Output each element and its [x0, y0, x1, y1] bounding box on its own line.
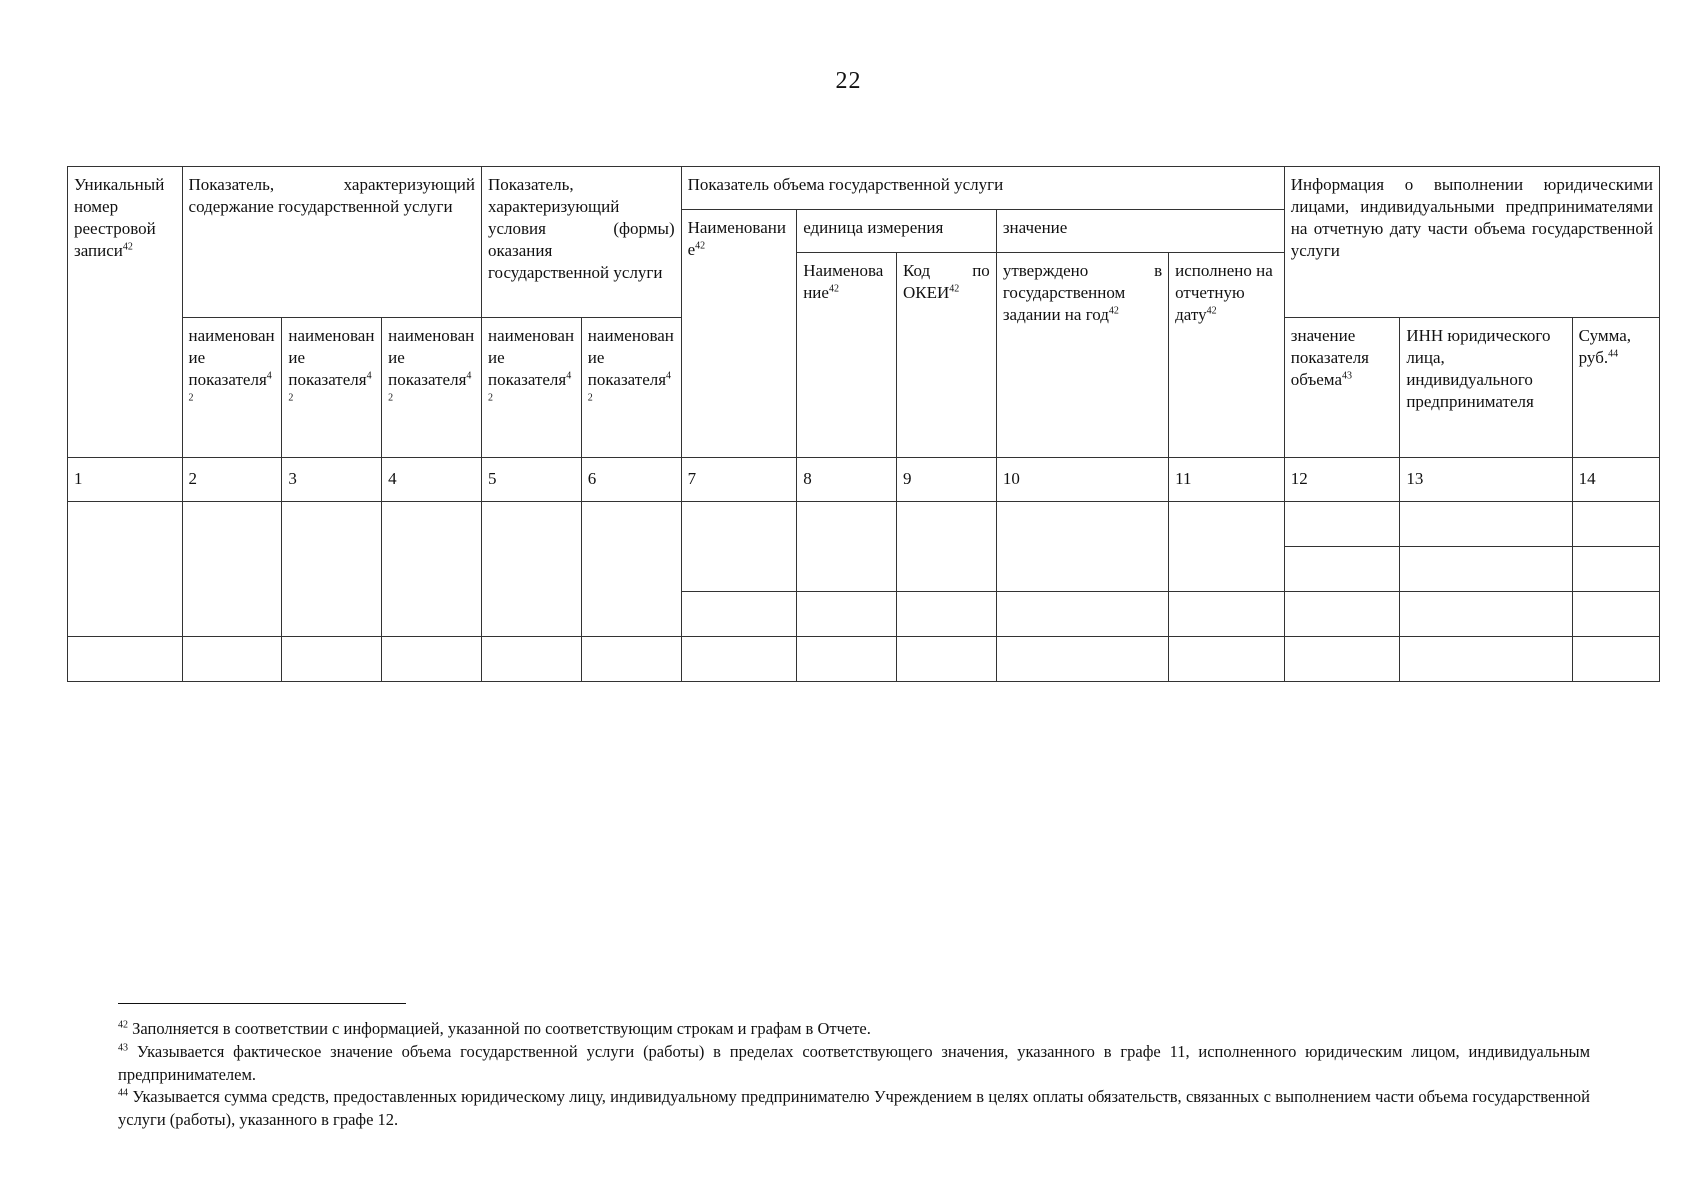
header-indicator-name-6 — [581, 318, 681, 458]
table-cell[interactable] — [1572, 502, 1659, 547]
footnote-ref: 42 — [122, 241, 133, 253]
table-cell[interactable] — [1572, 592, 1659, 637]
column-number: 7 — [681, 458, 797, 502]
header-indicator-name-5 — [481, 318, 581, 458]
table-cell[interactable] — [1284, 592, 1400, 637]
footnote-ref: 42 — [487, 370, 572, 404]
header-indicator-name-2 — [182, 318, 282, 458]
header-sum-text: Сумма, руб. — [1578, 326, 1632, 368]
table-cell[interactable] — [996, 502, 1168, 592]
footnote-text: Заполняется в соответствии с информацией, указанной по соответствующим строкам и графам в Отчете. — [132, 1019, 871, 1038]
header-indicator-name-text: наименование показателя — [587, 326, 674, 390]
header-executed — [1169, 253, 1285, 458]
header-indicator-name-text: наименование показателя — [288, 326, 375, 390]
footnote-text: Указывается сумма средств, предоставленных юридическому лицу, индивидуальному предпринимателю Учреждением в целях оплаты обязательств, связанных с выполнением части объема государственной услуги (работы), указанного в графе 12. — [118, 1087, 1591, 1130]
header-volume-name — [681, 210, 797, 458]
table-cell[interactable] — [1400, 502, 1572, 547]
header-volume-value — [1284, 318, 1400, 458]
column-number: 11 — [1169, 458, 1285, 502]
table-cell[interactable] — [1400, 547, 1572, 592]
table-cell[interactable] — [481, 502, 581, 637]
footnote-ref: 44 — [1608, 348, 1619, 360]
table-cell[interactable] — [1169, 637, 1285, 682]
column-number: 6 — [581, 458, 681, 502]
header-unit-name-text: Наименование — [803, 261, 884, 303]
column-number: 2 — [182, 458, 282, 502]
header-indicator-name-4 — [382, 318, 482, 458]
footnote-44 — [118, 1086, 1590, 1132]
table-cell[interactable] — [1400, 592, 1572, 637]
header-value: значение — [996, 210, 1284, 253]
footnote-ref: 42 — [1206, 305, 1217, 317]
table-cell[interactable] — [1169, 502, 1285, 592]
footnote-ref: 42 — [828, 283, 839, 295]
footnote-ref: 42 — [388, 370, 472, 404]
header-indicator-name-text: наименование показателя — [388, 326, 475, 390]
header-okei-code-text: Код по ОКЕИ — [903, 261, 990, 303]
column-number: 1 — [68, 458, 183, 502]
column-number: 10 — [996, 458, 1168, 502]
footnote-ref: 42 — [1108, 305, 1119, 317]
header-unit-name — [797, 253, 897, 458]
header-volume-indicator: Показатель объема государственной услуги — [681, 167, 1284, 210]
footnote-number: 43 — [118, 1042, 128, 1054]
footnote-ref: 42 — [695, 240, 706, 252]
column-number: 14 — [1572, 458, 1659, 502]
column-number: 12 — [1284, 458, 1400, 502]
table-cell[interactable] — [1572, 637, 1659, 682]
table-cell[interactable] — [681, 502, 797, 592]
header-unit: единица измерения — [797, 210, 997, 253]
footnote-ref: 42 — [188, 370, 272, 404]
table-cell[interactable] — [797, 502, 897, 592]
table-cell[interactable] — [68, 637, 183, 682]
header-info-execution: Информация о выполнении юридическими лицами, индивидуальными предпринимателями на отчетную дату части объема государственной услуги — [1284, 167, 1659, 318]
table-cell[interactable] — [68, 502, 183, 637]
footnote-ref: 42 — [587, 370, 672, 404]
footnote-ref: 42 — [288, 370, 372, 404]
header-sum — [1572, 318, 1659, 458]
header-approved-text: утверждено в государственном задании на год — [1002, 261, 1163, 325]
column-number: 13 — [1400, 458, 1572, 502]
header-approved — [996, 253, 1168, 458]
table-cell[interactable] — [681, 637, 797, 682]
table-cell[interactable] — [581, 637, 681, 682]
table-cell[interactable] — [282, 502, 382, 637]
table-cell[interactable] — [1572, 547, 1659, 592]
table-cell[interactable] — [382, 637, 482, 682]
footnote-number: 44 — [118, 1087, 128, 1099]
table-cell[interactable] — [897, 637, 997, 682]
header-content-indicator: Показатель, характеризующий содержание государственной услуги — [182, 167, 481, 318]
header-indicator-name-text: наименование показателя — [188, 326, 275, 390]
header-volume-name-text: Наименование — [687, 218, 786, 260]
column-number: 8 — [797, 458, 897, 502]
table-cell[interactable] — [1284, 547, 1400, 592]
table-cell[interactable] — [897, 502, 997, 592]
table-cell[interactable] — [1284, 502, 1400, 547]
table-cell[interactable] — [1169, 592, 1285, 637]
footnotes — [118, 1018, 1590, 1132]
column-number: 3 — [282, 458, 382, 502]
table-cell[interactable] — [996, 637, 1168, 682]
table-cell[interactable] — [581, 502, 681, 637]
column-number: 9 — [897, 458, 997, 502]
column-number: 5 — [481, 458, 581, 502]
table-cell[interactable] — [182, 637, 282, 682]
table-cell[interactable] — [1400, 637, 1572, 682]
header-unique-number-text: Уникальный номер реестровой записи — [74, 175, 165, 261]
table-cell[interactable] — [182, 502, 282, 637]
table-cell[interactable] — [1284, 637, 1400, 682]
header-indicator-name-text: наименование показателя — [487, 326, 575, 390]
page-number: 22 — [835, 68, 862, 94]
table-cell[interactable] — [897, 592, 997, 637]
footnote-ref: 42 — [949, 283, 960, 295]
footnote-ref: 43 — [1342, 370, 1352, 382]
table-row — [68, 502, 1660, 547]
footnote-text: Указывается фактическое значение объема государственной услуги (работы) в пределах соответствующего значения, указанного в графе 11, исполненного юридическим лицом, индивидуальным предпринимателем. — [118, 1041, 1591, 1084]
header-okei-code — [897, 253, 997, 458]
table-row — [68, 637, 1660, 682]
footnote-separator — [118, 1003, 406, 1004]
header-inn: ИНН юридического лица, индивидуального предпринимателя — [1400, 318, 1572, 458]
table-cell[interactable] — [481, 637, 581, 682]
header-volume-value-text: значение показателя объема — [1290, 326, 1369, 390]
header-indicator-name-3 — [282, 318, 382, 458]
footnote-42 — [118, 1018, 1590, 1041]
footnote-number: 42 — [118, 1019, 128, 1031]
column-number: 4 — [382, 458, 482, 502]
header-unique-number — [68, 167, 183, 458]
column-numbers-row — [68, 458, 1660, 502]
table-cell[interactable] — [797, 637, 897, 682]
table-cell[interactable] — [797, 592, 897, 637]
header-executed-text: исполнено на отчетную дату — [1175, 261, 1273, 325]
table-cell[interactable] — [282, 637, 382, 682]
header-conditions-indicator: Показатель, характеризующий условия (формы) оказания государственной услуги — [481, 167, 681, 318]
table-cell[interactable] — [996, 592, 1168, 637]
footnote-43 — [118, 1041, 1590, 1087]
report-table — [67, 166, 1660, 682]
table-cell[interactable] — [681, 592, 797, 637]
table-cell[interactable] — [382, 502, 482, 637]
